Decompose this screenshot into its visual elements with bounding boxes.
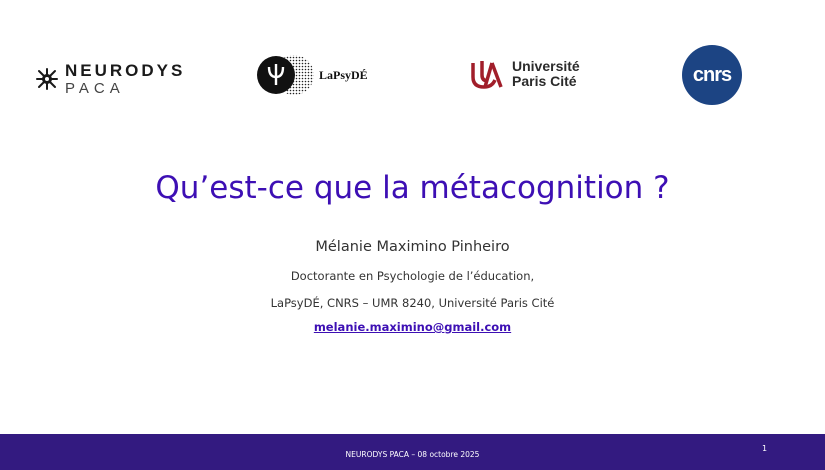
author-affiliation: LaPsyDÉ, CNRS – UMR 8240, Université Paris Cité (270, 296, 555, 310)
neurodys-subtitle: PACA (65, 80, 125, 97)
lapsyde-label: LaPsyDÉ (319, 67, 368, 82)
cnrs-logo (682, 45, 742, 105)
email-link[interactable]: melanie.maximino@gmail.com (313, 320, 512, 334)
lapsyde-logo (256, 53, 368, 97)
universite-paris-cite-logo (470, 59, 580, 89)
upc-line2: Paris Cité (512, 73, 577, 89)
email-line (0, 320, 825, 334)
upc-line1: Université (512, 58, 580, 75)
slide-number: 1 (762, 444, 768, 453)
logo-bar (0, 0, 825, 120)
upc-emblem-icon (470, 59, 504, 89)
footer-text: NEURODYS PACA – 08 octobre 2025 (345, 450, 480, 459)
slide-title: Qu’est-ce que la métacognition ? (155, 170, 670, 206)
neurodys-title: NEURODYS (65, 61, 186, 80)
neurodys-logo (36, 62, 185, 96)
psi-icon (256, 53, 318, 97)
cnrs-label: cnrs (692, 63, 732, 86)
neuron-icon (36, 68, 58, 90)
footer-bar (0, 434, 825, 470)
author-name: Mélanie Maximino Pinheiro (315, 239, 510, 255)
author-role: Doctorante en Psychologie de l’éducation, (290, 269, 535, 283)
